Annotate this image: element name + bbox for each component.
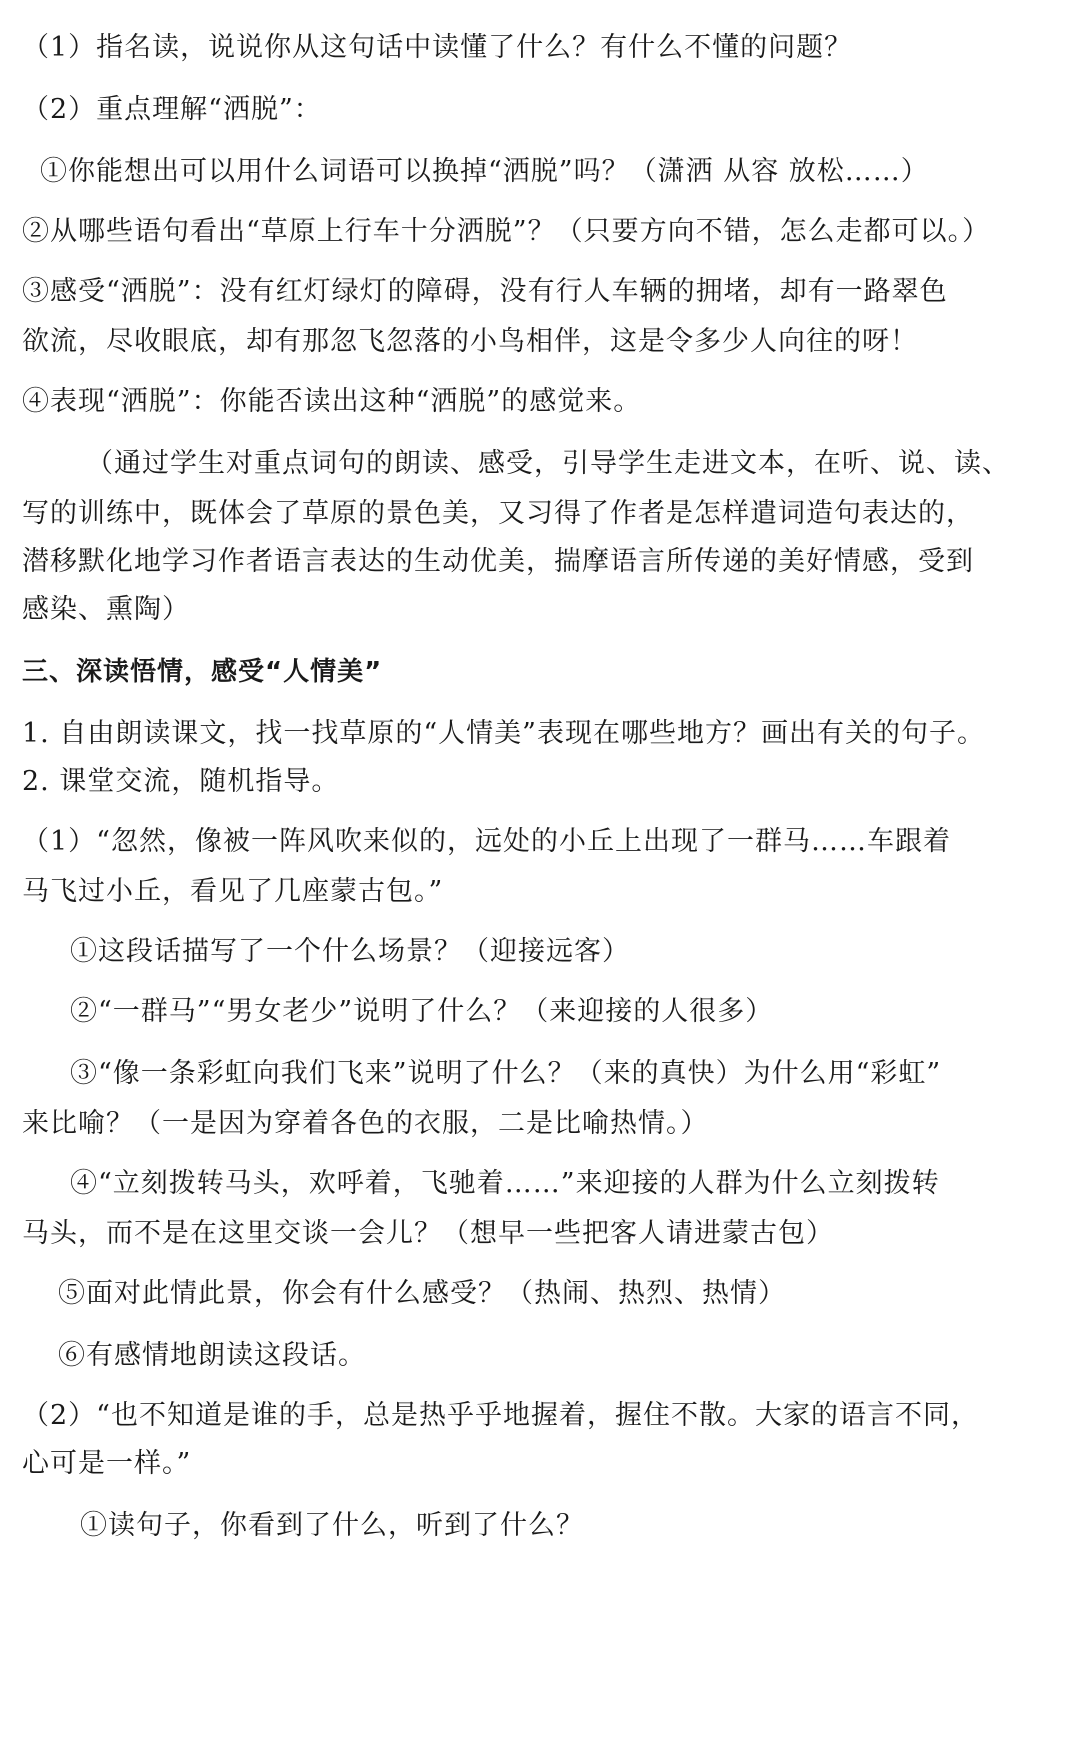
text-line: 来比喻？（一是因为穿着各色的衣服，二是比喻热情。）: [22, 1108, 709, 1139]
text-line: 马飞过小丘，看见了几座蒙古包。”: [22, 876, 444, 907]
text-line: ④表现“洒脱”：你能否读出这种“洒脱”的感觉来。: [22, 386, 642, 417]
text-line: （通过学生对重点词句的朗读、感受，引导学生走进文本，在听、说、读、: [86, 448, 1010, 479]
text-line: ③“像一条彩虹向我们飞来”说明了什么？（来的真快）为什么用“彩虹”: [70, 1058, 942, 1089]
section-heading: 三、深读悟情，感受“人情美”: [22, 657, 383, 687]
text-line: 欲流，尽收眼底，却有那忽飞忽落的小鸟相伴，这是令多少人向往的呀！: [22, 326, 918, 357]
text-line: ①读句子，你看到了什么，听到了什么？: [80, 1510, 584, 1541]
text-line: ①这段话描写了一个什么场景？（迎接远客）: [70, 936, 630, 967]
text-line: （1）指名读，说说你从这句话中读懂了什么？有什么不懂的问题？: [22, 32, 853, 63]
text-line: ⑥有感情地朗读这段话。: [58, 1340, 366, 1371]
text-line: 潜移默化地学习作者语言表达的生动优美，揣摩语言所传递的美好情感，受到: [22, 546, 974, 577]
text-line: 感染、熏陶）: [22, 594, 190, 625]
text-line: ⑤面对此情此景，你会有什么感受？（热闹、热烈、热情）: [58, 1278, 786, 1309]
text-line: ②从哪些语句看出“草原上行车十分洒脱”？（只要方向不错，怎么走都可以。）: [22, 216, 991, 247]
text-line: ②“一群马”“男女老少”说明了什么？（来迎接的人很多）: [70, 996, 774, 1027]
text-line: （2）重点理解“洒脱”：: [22, 94, 322, 125]
text-line: 1. 自由朗读课文，找一找草原的“人情美”表现在哪些地方？画出有关的句子。: [22, 718, 985, 749]
text-line: （1）“忽然，像被一阵风吹来似的，远处的小丘上出现了一群马……车跟着: [22, 826, 951, 857]
text-line: 马头，而不是在这里交谈一会儿？（想早一些把客人请进蒙古包）: [22, 1218, 834, 1249]
text-line: ④“立刻拨转马头，欢呼着，飞驰着……”来迎接的人群为什么立刻拨转: [70, 1168, 940, 1199]
text-line: 写的训练中，既体会了草原的景色美，又习得了作者是怎样遣词造句表达的，: [22, 498, 974, 529]
text-line: 2. 课堂交流，随机指导。: [22, 766, 340, 797]
text-line: （2）“也不知道是谁的手，总是热乎乎地握着，握住不散。大家的语言不同，: [22, 1400, 979, 1431]
text-line: 心可是一样。”: [22, 1448, 192, 1479]
text-line: ①你能想出可以用什么词语可以换掉“洒脱”吗？（潇洒 从容 放松……）: [40, 156, 929, 187]
text-line: ③感受“洒脱”：没有红灯绿灯的障碍，没有行人车辆的拥堵，却有一路翠色: [22, 276, 948, 307]
